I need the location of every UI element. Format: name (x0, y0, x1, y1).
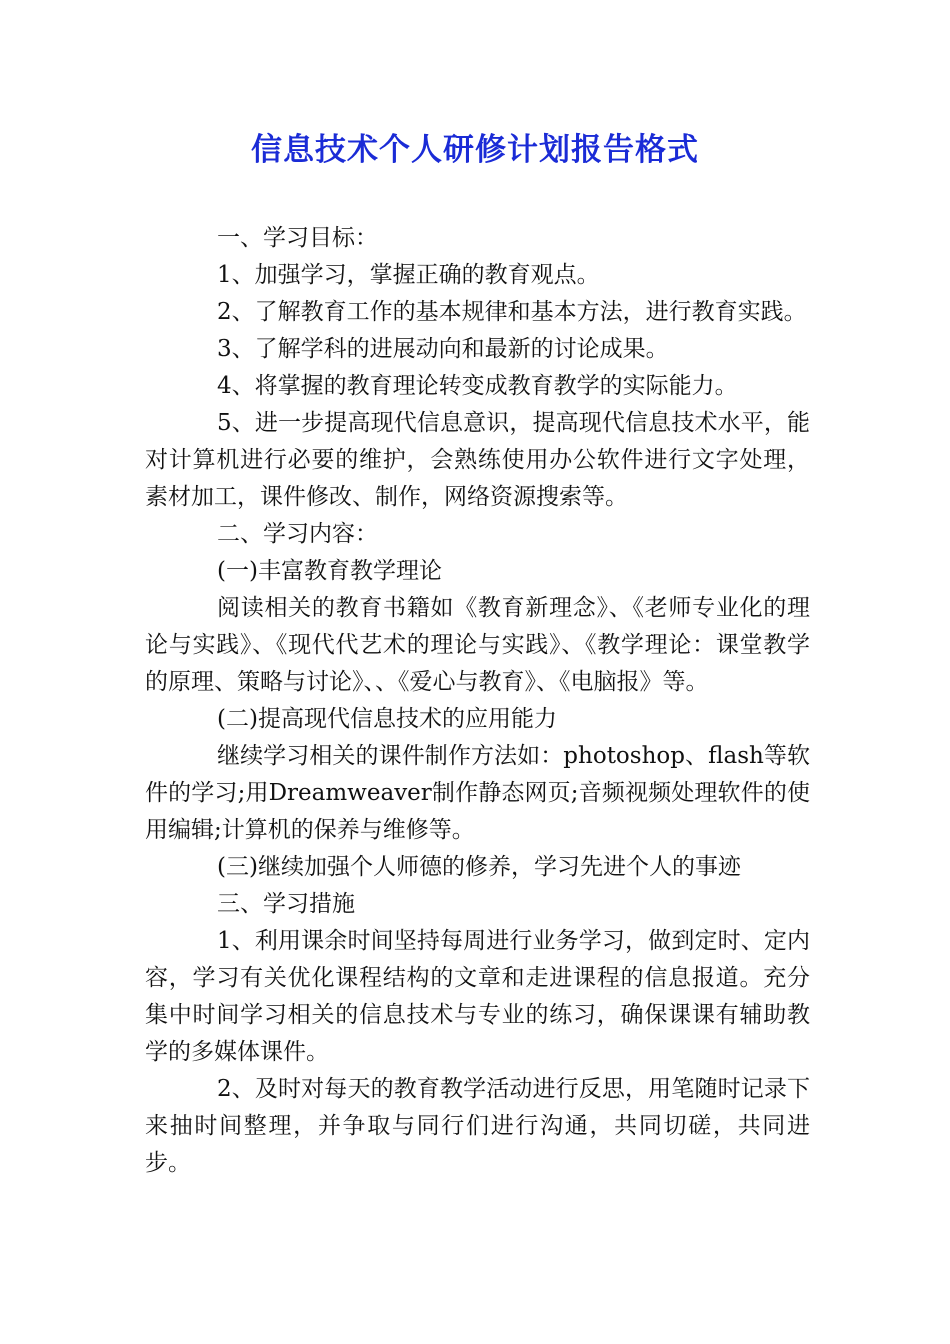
document-body (145, 220, 810, 1182)
document-title: 信息技术个人研修计划报告格式 (251, 132, 699, 168)
content-subheading-1: (一)丰富教育教学理论 (217, 558, 442, 584)
goal-item-4: 4、将掌握的教育理论转变成教育教学的实际能力。 (217, 373, 738, 399)
goal-item-1: 1、加强学习，掌握正确的教育观点。 (217, 262, 600, 288)
section-heading-goals: 一、学习目标： (217, 225, 378, 251)
measure-item-2: 2、及时对每天的教育教学活动进行反思，用笔随时记录下来抽时间整理，并争取与同行们进行沟通，共同切磋，共同进步。 (145, 1076, 810, 1176)
section-heading-measures: 三、学习措施 (217, 891, 355, 917)
measure-item-1: 1、利用课余时间坚持每周进行业务学习，做到定时、定内容，学习有关优化课程结构的文章和走进课程的信息报道。充分集中时间学习相关的信息技术与专业的练习，确保课课有辅助教学的多媒体课件。 (145, 928, 810, 1065)
section-heading-content: 二、学习内容： (217, 521, 378, 547)
content-paragraph-2: 继续学习相关的课件制作方法如：photoshop、flash等软件的学习;用Dreamweaver制作静态网页;音频视频处理软件的使用编辑;计算机的保养与维修等。 (145, 743, 810, 843)
content-paragraph-1: 阅读相关的教育书籍如《教育新理念》、《老师专业化的理论与实践》、《现代代艺术的理论与实践》、《教学理论：课堂教学的原理、策略与讨论》、、《爱心与教育》、《电脑报》等。 (145, 595, 810, 695)
content-subheading-2: (二)提高现代信息技术的应用能力 (217, 706, 557, 732)
content-subheading-3: (三)继续加强个人师德的修养，学习先进个人的事迹 (217, 854, 741, 880)
goal-item-3: 3、了解学科的进展动向和最新的讨论成果。 (217, 336, 669, 362)
goal-item-2: 2、了解教育工作的基本规律和基本方法，进行教育实践。 (217, 299, 807, 325)
goal-item-5: 5、进一步提高现代信息意识，提高现代信息技术水平，能对计算机进行必要的维护，会熟练使用办公软件进行文字处理，素材加工，课件修改、制作，网络资源搜索等。 (145, 410, 810, 510)
